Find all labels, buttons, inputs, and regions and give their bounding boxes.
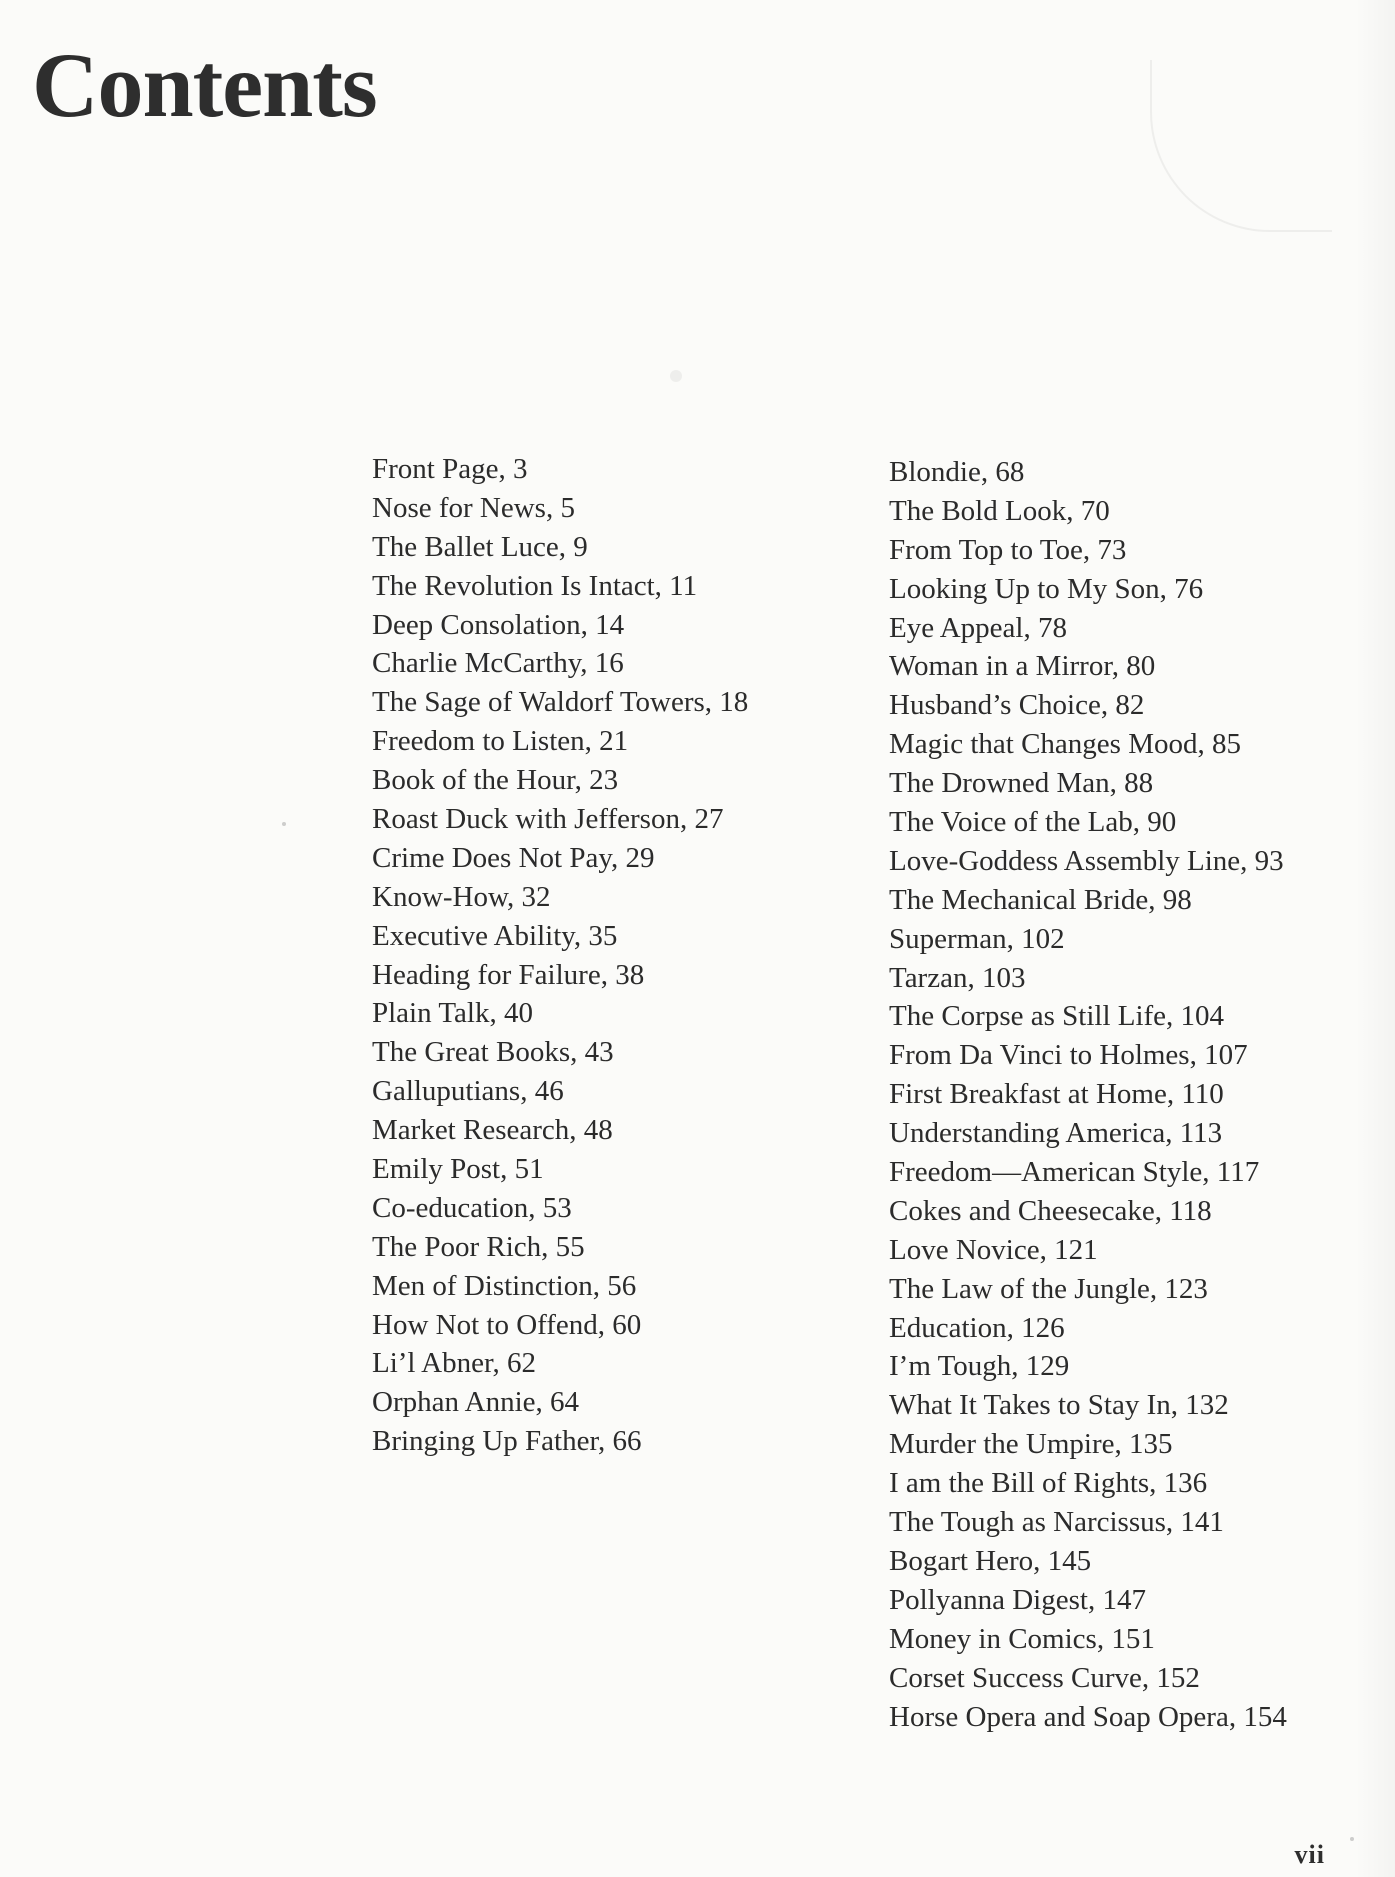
- toc-entry: Roast Duck with Jefferson, 27: [372, 803, 724, 836]
- toc-entry: Deep Consolation, 14: [372, 608, 625, 641]
- toc-entry: Blondie, 68: [889, 456, 1025, 488]
- toc-entry: Market Research, 48: [372, 1114, 613, 1147]
- toc-entry: How Not to Offend, 60: [372, 1308, 642, 1341]
- toc-entry: Eye Appeal, 78: [889, 611, 1067, 644]
- toc-entry: Murder the Umpire, 135: [889, 1428, 1173, 1461]
- toc-entry: The Voice of the Lab, 90: [889, 806, 1177, 839]
- toc-right-column: [889, 453, 1287, 1736]
- paper-speck: [282, 822, 286, 826]
- toc-entry: Love-Goddess Assembly Line, 93: [889, 844, 1284, 877]
- toc-entry: Plain Talk, 40: [372, 997, 533, 1030]
- toc-entry: Education, 126: [889, 1311, 1065, 1344]
- toc-entry: Horse Opera and Soap Opera, 154: [889, 1700, 1287, 1733]
- paper-crease: [1150, 60, 1332, 232]
- toc-entry: The Great Books, 43: [372, 1036, 614, 1069]
- toc-entry: Husband’s Choice, 82: [889, 689, 1145, 722]
- toc-entry: Understanding America, 113: [889, 1117, 1223, 1150]
- toc-entry: Bringing Up Father, 66: [372, 1425, 642, 1458]
- page-edge-shadow: [1355, 0, 1395, 1877]
- toc-entry: Money in Comics, 151: [889, 1622, 1155, 1655]
- toc-entry: The Ballet Luce, 9: [372, 530, 588, 563]
- toc-entry: Men of Distinction, 56: [372, 1269, 637, 1302]
- toc-entry: Pollyanna Digest, 147: [889, 1583, 1146, 1616]
- toc-entry: First Breakfast at Home, 110: [889, 1078, 1224, 1111]
- toc-entry: Bogart Hero, 145: [889, 1544, 1092, 1577]
- toc-left-column: [372, 450, 748, 1461]
- toc-entry: From Top to Toe, 73: [889, 533, 1127, 566]
- toc-entry: Orphan Annie, 64: [372, 1386, 579, 1419]
- toc-entry: From Da Vinci to Holmes, 107: [889, 1039, 1248, 1072]
- toc-entry: Woman in a Mirror, 80: [889, 650, 1156, 683]
- paper-speck: [670, 370, 682, 382]
- toc-entry: Emily Post, 51: [372, 1153, 544, 1186]
- toc-entry: The Corpse as Still Life, 104: [889, 1000, 1225, 1033]
- toc-entry: Heading for Failure, 38: [372, 958, 645, 991]
- toc-entry: Li’l Abner, 62: [372, 1347, 536, 1380]
- toc-entry: Co-education, 53: [372, 1191, 572, 1224]
- toc-entry: Freedom to Listen, 21: [372, 725, 629, 758]
- toc-entry: What It Takes to Stay In, 132: [889, 1389, 1229, 1422]
- toc-entry: Superman, 102: [889, 922, 1065, 955]
- toc-entry: Charlie McCarthy, 16: [372, 647, 624, 680]
- toc-entry: Nose for News, 5: [372, 491, 575, 524]
- toc-entry: The Bold Look, 70: [889, 494, 1110, 527]
- toc-entry: Crime Does Not Pay, 29: [372, 841, 655, 874]
- toc-entry: The Drowned Man, 88: [889, 767, 1154, 800]
- toc-entry: Corset Success Curve, 152: [889, 1661, 1200, 1694]
- page-number: vii: [1294, 1840, 1325, 1869]
- toc-entry: Know-How, 32: [372, 880, 551, 913]
- toc-entry: Magic that Changes Mood, 85: [889, 728, 1241, 761]
- toc-entry: Cokes and Cheesecake, 118: [889, 1194, 1212, 1227]
- toc-entry: Front Page, 3: [372, 453, 528, 485]
- toc-entry: I’m Tough, 129: [889, 1350, 1070, 1383]
- toc-entry: Love Novice, 121: [889, 1233, 1098, 1266]
- toc-entry: The Sage of Waldorf Towers, 18: [372, 686, 749, 719]
- page-title: Contents: [32, 34, 377, 136]
- paper-speck: [1350, 1837, 1354, 1841]
- toc-entry: I am the Bill of Rights, 136: [889, 1467, 1208, 1500]
- toc-entry: Tarzan, 103: [889, 961, 1026, 994]
- toc-entry: Book of the Hour, 23: [372, 764, 619, 797]
- toc-entry: Looking Up to My Son, 76: [889, 572, 1204, 605]
- toc-entry: Freedom—American Style, 117: [889, 1156, 1260, 1189]
- toc-entry: The Revolution Is Intact, 11: [372, 569, 698, 602]
- toc-entry: The Law of the Jungle, 123: [889, 1272, 1208, 1305]
- toc-entry: The Mechanical Bride, 98: [889, 883, 1192, 916]
- toc-entry: The Tough as Narcissus, 141: [889, 1506, 1224, 1539]
- toc-entry: The Poor Rich, 55: [372, 1230, 585, 1263]
- toc-entry: Executive Ability, 35: [372, 919, 618, 952]
- toc-entry: Galluputians, 46: [372, 1075, 564, 1108]
